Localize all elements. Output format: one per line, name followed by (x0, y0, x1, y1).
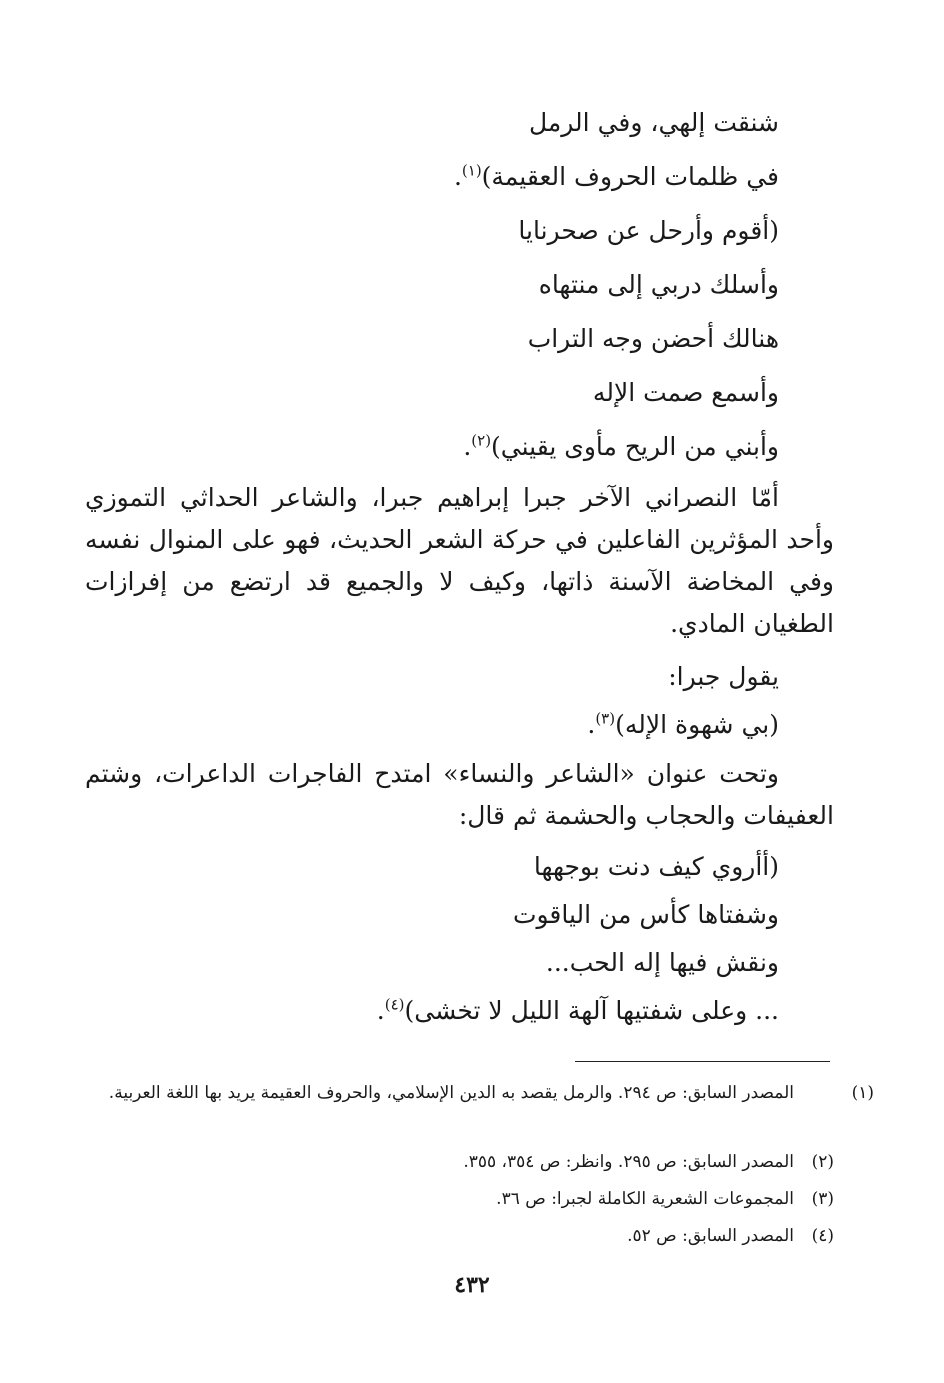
footnote-ref: (١) (461, 161, 482, 180)
footnote: (١)المصدر السابق: ص ٢٩٤. والرمل يقصد به الدين الإسلامي، والحروف العقيمة يريد بها اللغة العربية. (108, 1083, 874, 1103)
verse-line: (أقوم وأرحل عن صحرنايا (518, 216, 779, 245)
footnote-divider (575, 1061, 830, 1062)
footnote-ref: (٤) (384, 995, 405, 1014)
verse-line: في ظلمات الحروف العقيمة)$^{(١)}$. (453, 161, 779, 191)
paragraph: وتحت عنوان «الشاعر والنساء» امتدح الفاجرات الداعرات، وشتم العفيفات والحجاب والحشمة ثم قال: (85, 759, 834, 830)
verse-line: هنالك أحضن وجه التراب (527, 324, 779, 353)
footnote-ref: (٢) (471, 431, 492, 450)
verse-line: وأبني من الريح مأوى يقيني)$^{(٢)}$. (463, 431, 779, 461)
verse-line: ... وعلى شفتيها آلهة الليل لا تخشى)$^{(٤)}$. (376, 995, 779, 1025)
page-number: ٤٣٢ (454, 1272, 490, 1298)
text-line: (بي شهوة الإله)$^{(٣)}$. (587, 709, 779, 739)
footnote: (٢)المصدر السابق: ص ٢٩٥. وانظر: ص ٣٥٤، ٣٥٥. (463, 1152, 834, 1172)
footnote: (٣)المجموعات الشعرية الكاملة لجبرا: ص ٣٦. (496, 1189, 834, 1209)
footnote-ref: (٣) (595, 709, 616, 728)
verse-line: وشفتاها كأس من الياقوت (512, 900, 779, 929)
verse-line: ونقش فيها إله الحب... (545, 948, 779, 977)
verse-line: شنقت إلهي، وفي الرمل (528, 108, 779, 137)
footnote: (٤)المصدر السابق: ص ٥٢. (627, 1226, 834, 1246)
verse-line: وأسمع صمت الإله (592, 378, 779, 407)
verse-line: وأسلك دربي إلى منتهاه (538, 270, 779, 299)
text-line: يقول جبرا: (668, 662, 779, 691)
verse-line: (أأروي كيف دنت بوجهها (533, 852, 779, 881)
paragraph: أمّا النصراني الآخر جبرا إبراهيم جبرا، والشاعر الحداثي التموزي وأحد المؤثرين الفاعلين في حركة الشعر الحديث، فهو على المنوال نفسه وفي المخاضة الآسنة ذاتها، وكيف لا والجميع قد ارتضع من إفرازات الطغيان المادي. (85, 483, 834, 638)
